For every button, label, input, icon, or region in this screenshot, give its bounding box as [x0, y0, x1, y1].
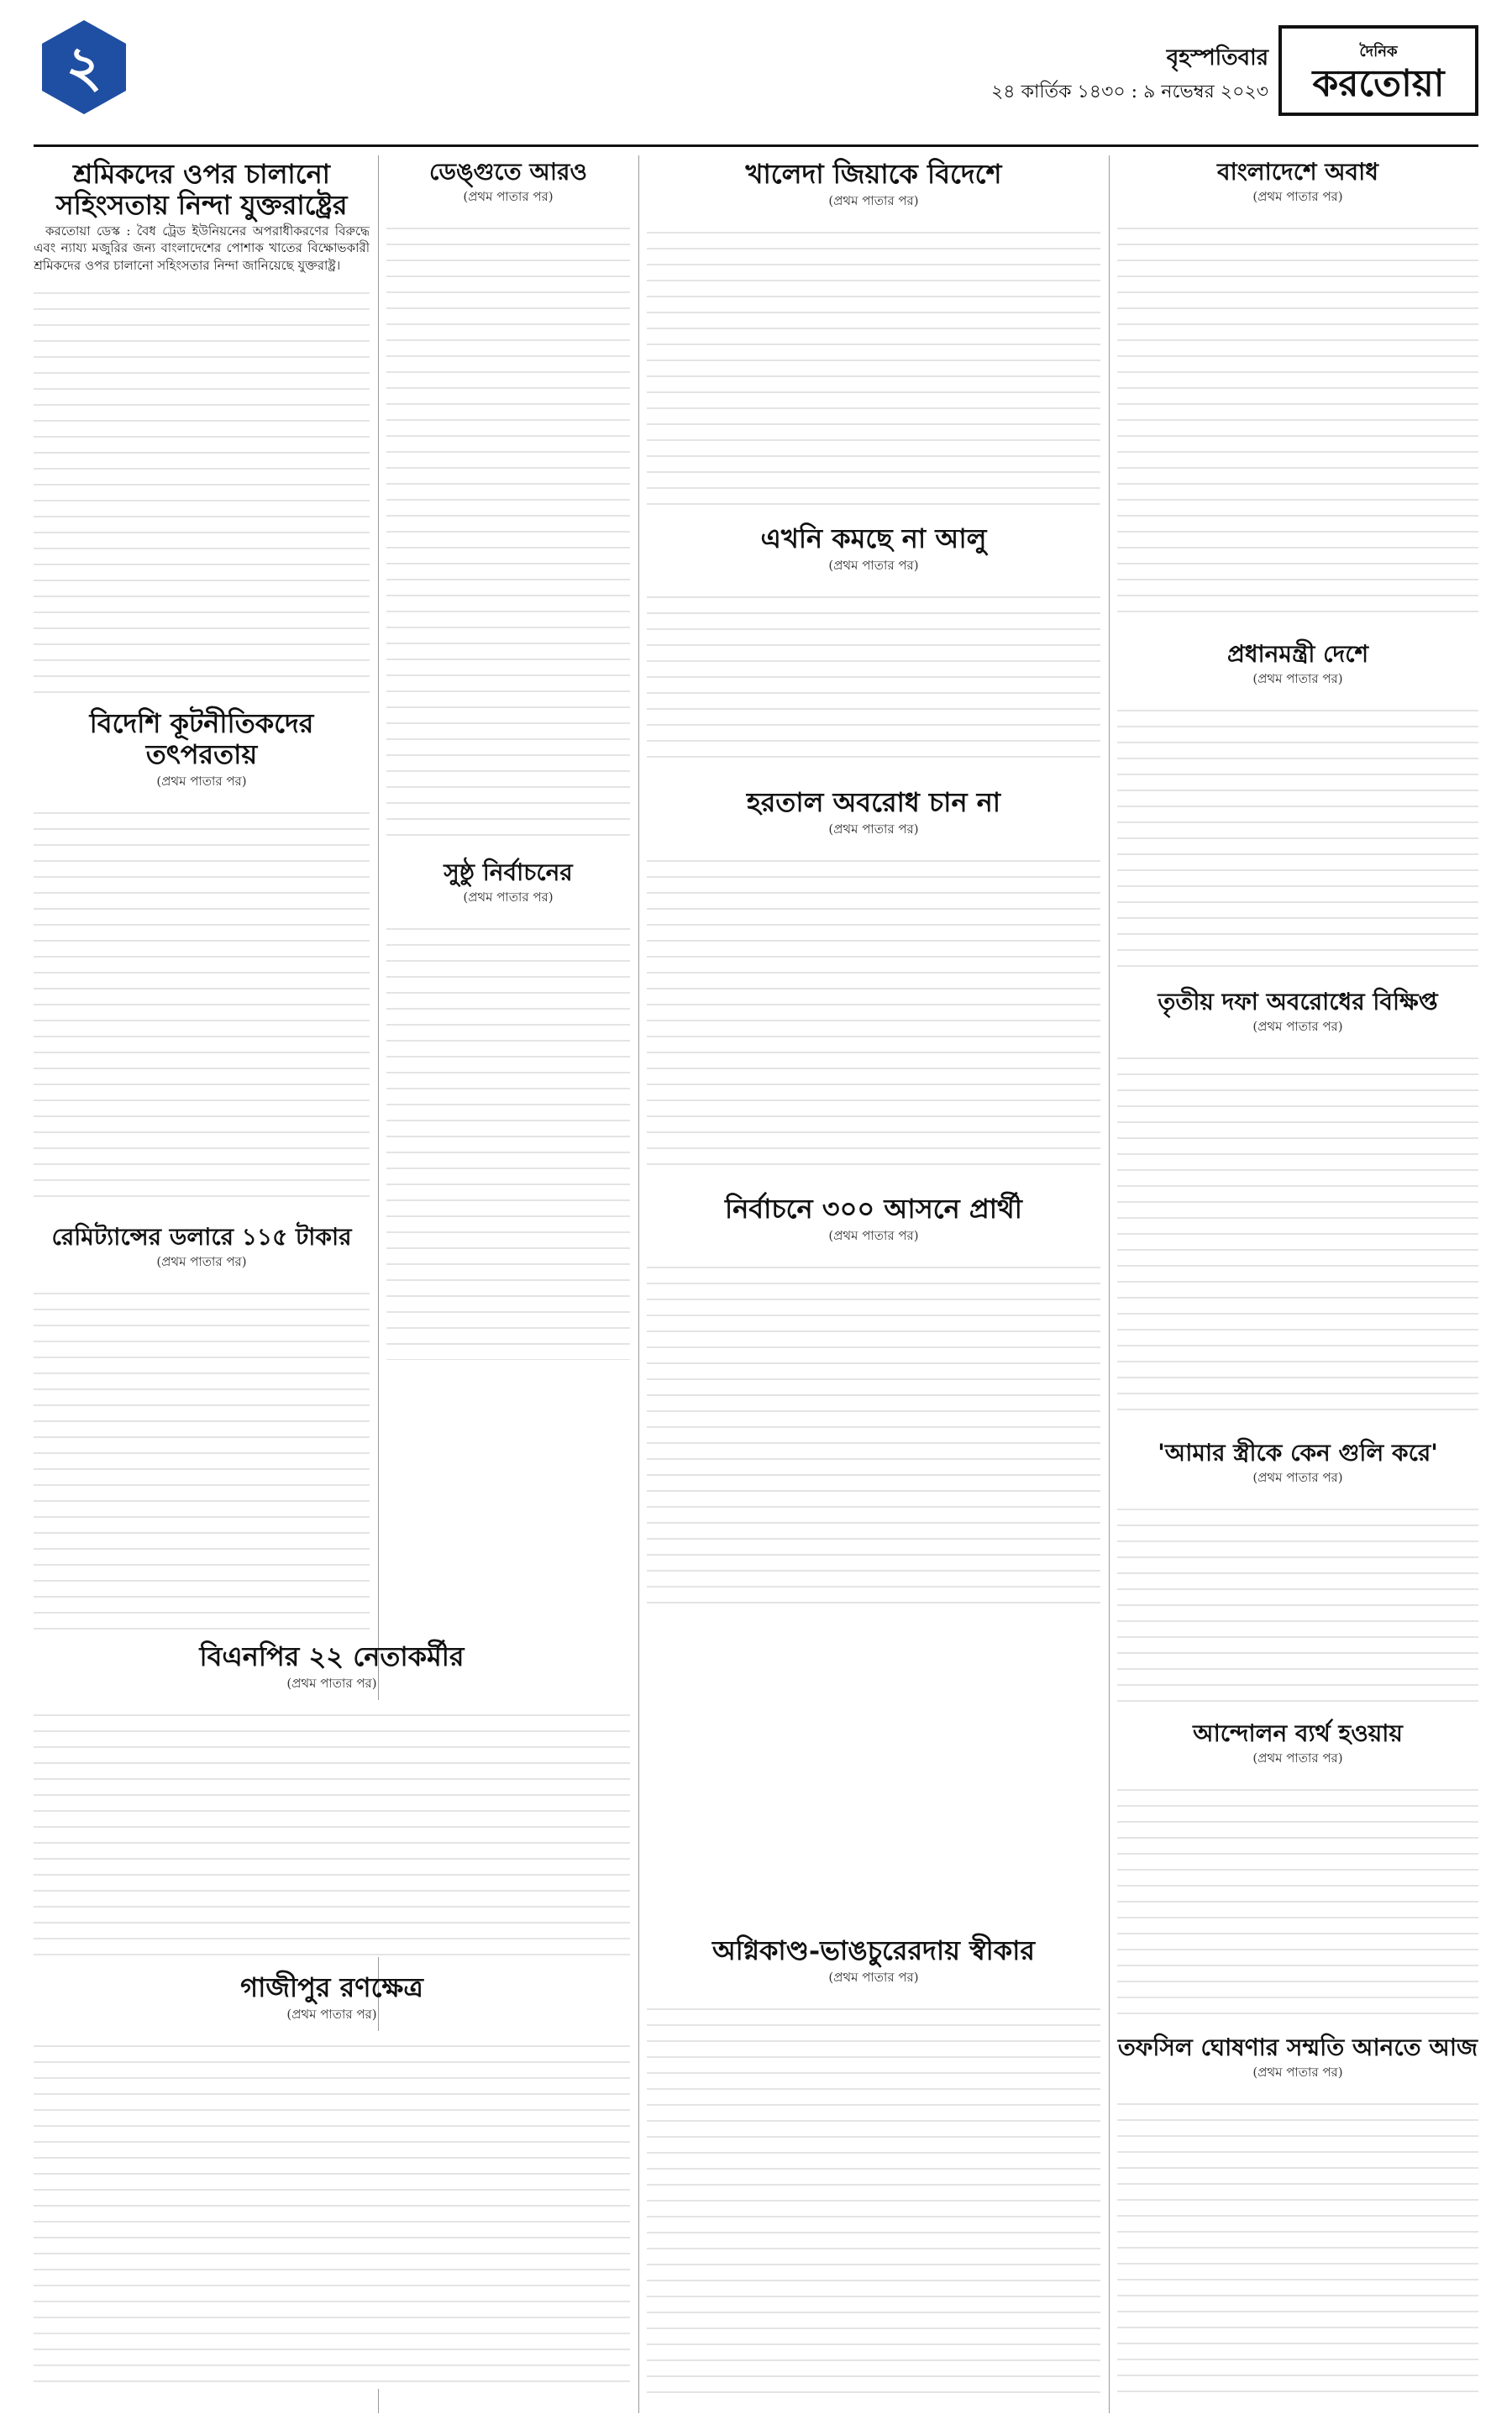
continuation: (প্রথম পাতার পর) — [828, 1969, 919, 1985]
story-remittance — [34, 1220, 370, 1640]
logo-small: দৈনিক — [1359, 42, 1398, 60]
page-number-badge — [34, 17, 134, 118]
headline: খালেদা জিয়াকে বিদেশে — [745, 158, 1002, 190]
column-divider — [1109, 155, 1110, 2413]
text-block — [34, 1700, 630, 1957]
story-us-condemns — [34, 155, 370, 693]
headline: 'আমার স্ত্রীকে কেন গুলি করে' — [1158, 1439, 1438, 1467]
lower-center — [647, 1932, 1100, 2413]
headline: গাজীপুর রণক্ষেত্র — [240, 1971, 423, 2003]
text-block — [1117, 1775, 1478, 2019]
headline: বিএনপির ২২ নেতাকর্মীর — [199, 1640, 465, 1672]
column-divider — [638, 155, 639, 2413]
story-bnp-22 — [34, 1638, 630, 1957]
text-block — [1117, 1043, 1478, 1422]
continuation: (প্রথম পাতার পর) — [1252, 189, 1343, 205]
story-dengue — [386, 155, 630, 844]
text-block — [647, 1994, 1100, 2402]
logo-big: করতোয়া — [1312, 61, 1445, 105]
headline: রেমিট্যান্সের ডলারে ১১৫ টাকার — [51, 1223, 352, 1251]
continuation: (প্রথম পাতার পর) — [156, 773, 247, 789]
headline: বিদেশি কূটনীতিকদের তৎপরতায় — [89, 707, 314, 770]
story-arson — [647, 1932, 1100, 2402]
story-khaleda — [647, 155, 1100, 508]
continuation: (প্রথম পাতার পর) — [1252, 1019, 1343, 1035]
headline: তফসিল ঘোষণার সম্মতি আনতে আজ — [1117, 2034, 1478, 2061]
headline: প্রধানমন্ত্রী দেশে — [1226, 640, 1369, 668]
text-block — [34, 798, 370, 1209]
continuation: (প্রথম পাতার পর) — [828, 821, 919, 837]
continuation: (প্রথম পাতার পর) — [156, 1254, 247, 1270]
lower-left-band — [34, 1638, 630, 2413]
story-blockade — [1117, 985, 1478, 1422]
story-movement-fails — [1117, 1717, 1478, 2019]
text-block — [1117, 695, 1478, 974]
headline: ডেঙ্গুতে আরও — [428, 158, 587, 186]
headline: শ্রমিকদের ওপর চালানো সহিংসতায় নিন্দা যুক্তরাষ্ট্রের — [55, 158, 348, 221]
text-block — [647, 218, 1100, 508]
masthead — [34, 17, 1478, 143]
headline: সুষ্ঠু নির্বাচনের — [444, 858, 573, 886]
newspaper-logo — [1278, 25, 1478, 116]
headline: তৃতীয় দফা অবরোধের বিক্ষিপ্ত — [1158, 988, 1438, 1016]
text-block — [34, 278, 370, 693]
text-block — [34, 2031, 630, 2389]
continuation: (প্রথম পাতার পর) — [286, 2006, 377, 2022]
text-block — [647, 582, 1100, 772]
text-block — [386, 914, 630, 1360]
continuation: (প্রথম পাতার পর) — [1252, 1750, 1343, 1766]
date-block — [991, 40, 1268, 108]
headline: বাংলাদেশে অবাধ — [1217, 158, 1378, 186]
text-block — [386, 213, 630, 844]
continuation: (প্রথম পাতার পর) — [828, 557, 919, 573]
text-block — [647, 1252, 1100, 1610]
text-block — [1117, 1494, 1478, 1705]
weekday: বৃহস্পতিবার — [1166, 45, 1268, 71]
story-hartal — [647, 784, 1100, 1178]
headline: এখনি কমছে না আলু — [760, 522, 987, 554]
continuation: (প্রথম পাতার পর) — [1252, 671, 1343, 687]
continuation: (প্রথম পাতার পর) — [463, 189, 554, 205]
headline: অগ্নিকাণ্ড-ভাঙচুরেরদায় স্বীকার — [711, 1934, 1036, 1966]
lower-right — [1117, 1436, 1478, 2413]
story-pm-home — [1117, 638, 1478, 974]
page-number: ২ — [66, 34, 102, 99]
continuation: (প্রথম পাতার পর) — [828, 192, 919, 208]
story-diplomats — [34, 705, 370, 1209]
masthead-rule — [34, 144, 1478, 147]
headline: নির্বাচনে ৩০০ আসনে প্রার্থী — [725, 1193, 1022, 1225]
text-block — [1117, 213, 1478, 626]
story-gazipur — [34, 1969, 630, 2389]
story-bangladesh-free — [1117, 155, 1478, 626]
story-body: করতোয়া ডেস্ক : বৈধ ট্রেড ইউনিয়নের অপরাধীকরণের বিরুদ্ধে এবং ন্যায্য মজুরির জন্য বাংলাদেশের পোশাক খাতের বিক্ষোভকারী শ্রমিকদের ওপর চালানো সহিংসতার নিন্দা জানিয়েছে যুক্তরাষ্ট্র। — [34, 223, 370, 273]
continuation: (প্রথম পাতার পর) — [1252, 2065, 1343, 2081]
story-300-seats — [647, 1190, 1100, 1610]
continuation: (প্রথম পাতার পর) — [463, 890, 554, 905]
headline: হরতাল অবরোধ চান না — [746, 786, 1001, 818]
story-potato — [647, 520, 1100, 772]
story-schedule — [1117, 2031, 1478, 2401]
text-block — [34, 1278, 370, 1640]
story-fair-election — [386, 856, 630, 1360]
continuation: (প্রথম পাতার পর) — [828, 1227, 919, 1243]
continuation: (প্রথম পাতার পর) — [1252, 1470, 1343, 1486]
text-block — [647, 846, 1100, 1178]
headline: আন্দোলন ব্যর্থ হওয়ায় — [1193, 1719, 1403, 1747]
continuation: (প্রথম পাতার পর) — [286, 1675, 377, 1691]
date-line: ২৪ কার্তিক ১৪৩০ : ৯ নভেম্বর ২০২৩ — [991, 81, 1268, 102]
text-block — [1117, 2089, 1478, 2401]
story-wife-shot — [1117, 1436, 1478, 1705]
